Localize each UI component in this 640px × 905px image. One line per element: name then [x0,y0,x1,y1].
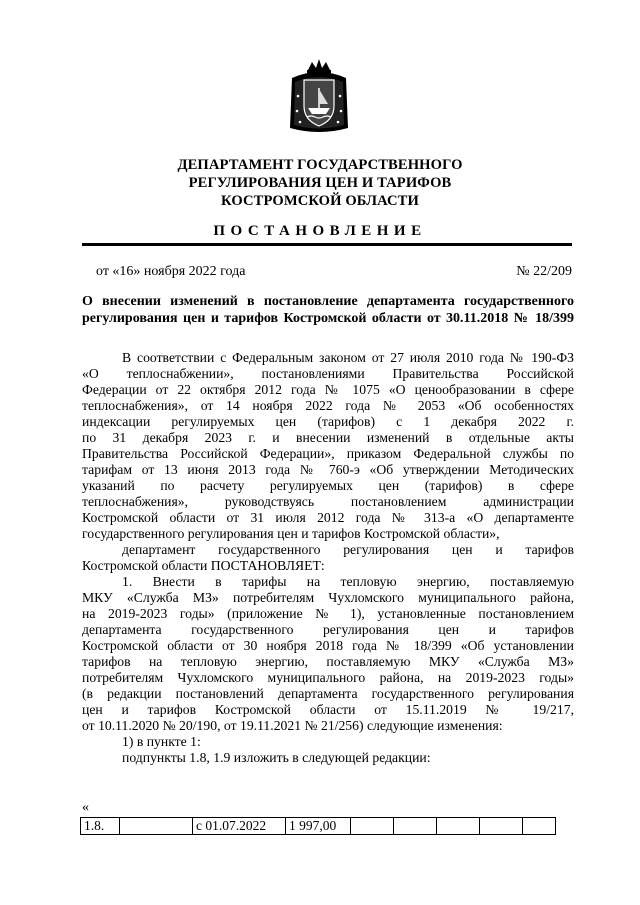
body-line: потребителям Чухломского муниципального района, на 2019-2023 годы» [82,670,574,685]
header-divider [82,243,572,246]
department-line-1: ДЕПАРТАМЕНТ ГОСУДАРСТВЕННОГО [177,157,463,173]
body-line: тарифов на тепловую энергию, поставляемую МКУ «Служба МЗ» [82,654,574,669]
table-cell [480,818,523,835]
body-line: Костромской области ПОСТАНОВЛЯЕТ: [82,558,325,573]
document-number: № 22/209 [516,264,572,279]
body-line: теплоснабжения», от 14 ноября 2022 года № 2053 «Об особенностях [82,398,574,413]
list-item: 1) в пункте 1: [122,734,201,749]
list-item: подпункты 1.8, 1.9 изложить в следующей редакции: [122,750,431,765]
opening-quote: « [82,800,89,815]
body-line: (в редакции постановлений департамента государственного регулирования [82,686,574,701]
body-line: на 2019-2023 годы» (приложение № 1), установленные постановлением [82,606,574,621]
body-line: от 10.11.2020 № 20/190, от 19.11.2021 № 21/256) следующие изменения: [82,718,503,733]
subject-line: О внесении изменений в постановление департамента государственного [82,294,574,309]
tariff-table [80,817,556,835]
table-cell: 1.8. [81,818,120,835]
body-line: по 31 декабря 2023 г. и внесении изменений в отдельные акты [82,430,574,445]
document-body [82,350,574,766]
body-line: департамента государственного регулирования цен и тарифов [82,622,574,637]
table-row [81,818,556,835]
body-line: Федерации от 22 октября 2012 года № 1075 «О ценообразовании в сфере [82,382,574,397]
table-cell [351,818,394,835]
table-cell: 1 997,00 [286,818,351,835]
body-line: цен и тарифов Костромской области от 15.11.2019 № 19/217, [82,702,574,717]
table-cell [120,818,193,835]
body-line: Правительства Российской Федерации», приказом Федеральной службы по [82,446,574,461]
body-line: государственного регулирования цен и тарифов Костромской области», [82,526,500,541]
kostroma-coat-of-arms-icon [286,56,352,140]
body-line: департамент государственного регулирования цен и тарифов [122,542,574,557]
table-cell [437,818,480,835]
body-line: индексации регулируемых цен (тарифов) с 1 декабря 2022 г. [82,414,574,429]
body-line: Костромской области от 31 июля 2012 года № 313-а «О департаменте [82,510,574,525]
subject-line: регулирования цен и тарифов Костромской области от 30.11.2018 № 18/399 [82,311,574,326]
body-line: В соответствии с Федеральным законом от 27 июля 2010 года № 190-ФЗ [122,350,574,365]
document-date: от «16» ноября 2022 года [96,264,246,279]
body-line: Костромской области от 30 ноября 2018 года № 18/399 «Об установлении [82,638,574,653]
date-line [96,264,572,280]
table-cell [394,818,437,835]
body-line: 1. Внести в тарифы на тепловую энергию, поставляемую [122,574,574,589]
department-line-2: РЕГУЛИРОВАНИЯ ЦЕН И ТАРИФОВ [188,175,452,191]
body-line: тарифам от 13 июня 2013 года № 760-э «Об утверждении Методических [82,462,574,477]
body-line: теплоснабжения», руководствуясь постановлением администрации [82,494,574,509]
body-line: указаний по расчету регулируемых цен (тарифов) в сфере [82,478,574,493]
body-line: «О теплоснабжении», постановлениями Правительства Российской [82,366,574,381]
department-name [0,156,640,210]
table-cell [523,818,556,835]
document-type: ПОСТАНОВЛЕНИЕ [213,223,427,239]
body-line: МКУ «Служба МЗ» потребителям Чухломского муниципального района, [82,590,574,605]
table-cell: с 01.07.2022 [193,818,286,835]
document-subject [82,293,574,327]
department-line-3: КОСТРОМСКОЙ ОБЛАСТИ [221,193,419,209]
